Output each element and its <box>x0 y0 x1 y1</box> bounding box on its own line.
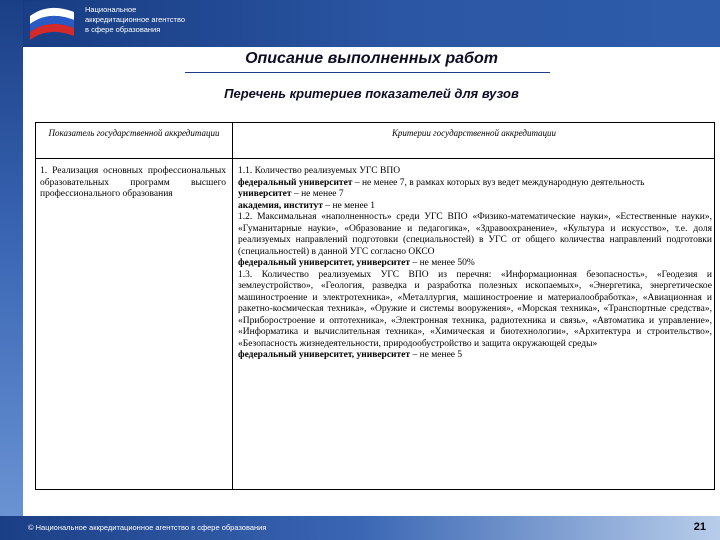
criteria-emphasis: федеральный университет, университет <box>238 258 411 268</box>
column-divider <box>232 123 233 489</box>
criteria-line <box>238 212 712 258</box>
org-line: аккредитационное агентство <box>85 15 186 24</box>
criteria-emphasis: федеральный университет, университет <box>238 350 411 360</box>
criteria-cell <box>238 166 712 362</box>
criteria-line <box>238 189 712 201</box>
criteria-text: 1.1. Количество реализуемых УГС ВПО <box>238 166 401 176</box>
page-subtitle: Перечень критериев показателей для вузов <box>224 86 519 101</box>
criteria-emphasis: университет <box>238 189 292 199</box>
criteria-line <box>238 350 712 362</box>
column-header-criteria: Критерии государственной аккредитации <box>391 128 557 138</box>
criteria-text: – не менее 7 <box>291 189 344 199</box>
column-header-indicator: Показатель государственной аккредитации <box>48 128 220 138</box>
criteria-line <box>238 201 712 213</box>
org-line: Национальное <box>85 5 137 14</box>
criteria-line <box>238 166 712 178</box>
page-title: Описание выполненных работ <box>245 50 498 67</box>
org-line: в сфере образования <box>85 25 161 34</box>
title-underline <box>185 72 550 73</box>
criteria-table <box>35 122 715 490</box>
header-divider <box>36 158 714 159</box>
criteria-line <box>238 178 712 190</box>
criteria-emphasis: академия, институт <box>238 200 323 211</box>
indicator-cell: 1. Реализация основных профессиональных образовательных программ высшего профессионального образования <box>40 166 226 199</box>
criteria-line <box>238 258 712 270</box>
sidebar-stripe <box>0 0 23 540</box>
page-number: 21 <box>693 521 706 533</box>
criteria-text: – не менее 5 <box>410 350 463 360</box>
criteria-text: – не менее 7, в рамках которых вуз ведет международную деятельность <box>352 177 645 188</box>
criteria-text: 1.3. Количество реализуемых УГС ВПО из перечня: «Информационная безопасность», «Геодезия и землеустройство», «Геология, разведка и разработка полезных ископаемых», «Энергетика, энергетическое машиностроение и электротехника», «Металлургия, машиностроение и материалообработка», «Авиационная и ракетно-космическая техника», «Оружие и системы вооружения», «Морская техника», «Транспортные средства», «Приборостроение и оптотехника», «Электронная техника, радиотехника и связь», «Автоматика и управление», «Информатика и вычислительная техника», «Химическая и биотехнологии», «Архитектура и строительство», «Безопасность жизнедеятельности, природообустройство и защита окружающей среды» <box>238 269 712 349</box>
criteria-text: 1.2. Максимальная «наполненность» среди УГС ВПО «Физико-математические науки», «Естественные науки», «Гуманитарные науки», «Образование и педагогика», «Здравоохранение», «Культура и искусство», т.е. доля реализуемых направлений подготовки (специальностей) в УГС от общего количества направлений подготовки (специальностей) в данной УГС согласно ОКСО <box>238 212 712 257</box>
criteria-text: – не менее 1 <box>322 200 375 211</box>
organization-name <box>85 5 185 35</box>
footer-copyright: © Национальное аккредитационное агентство в сфере образования <box>28 523 267 532</box>
criteria-emphasis: федеральный университет <box>238 177 353 188</box>
criteria-line <box>238 270 712 351</box>
flag-logo-icon <box>24 2 78 45</box>
criteria-text: – не менее 50% <box>410 258 475 268</box>
